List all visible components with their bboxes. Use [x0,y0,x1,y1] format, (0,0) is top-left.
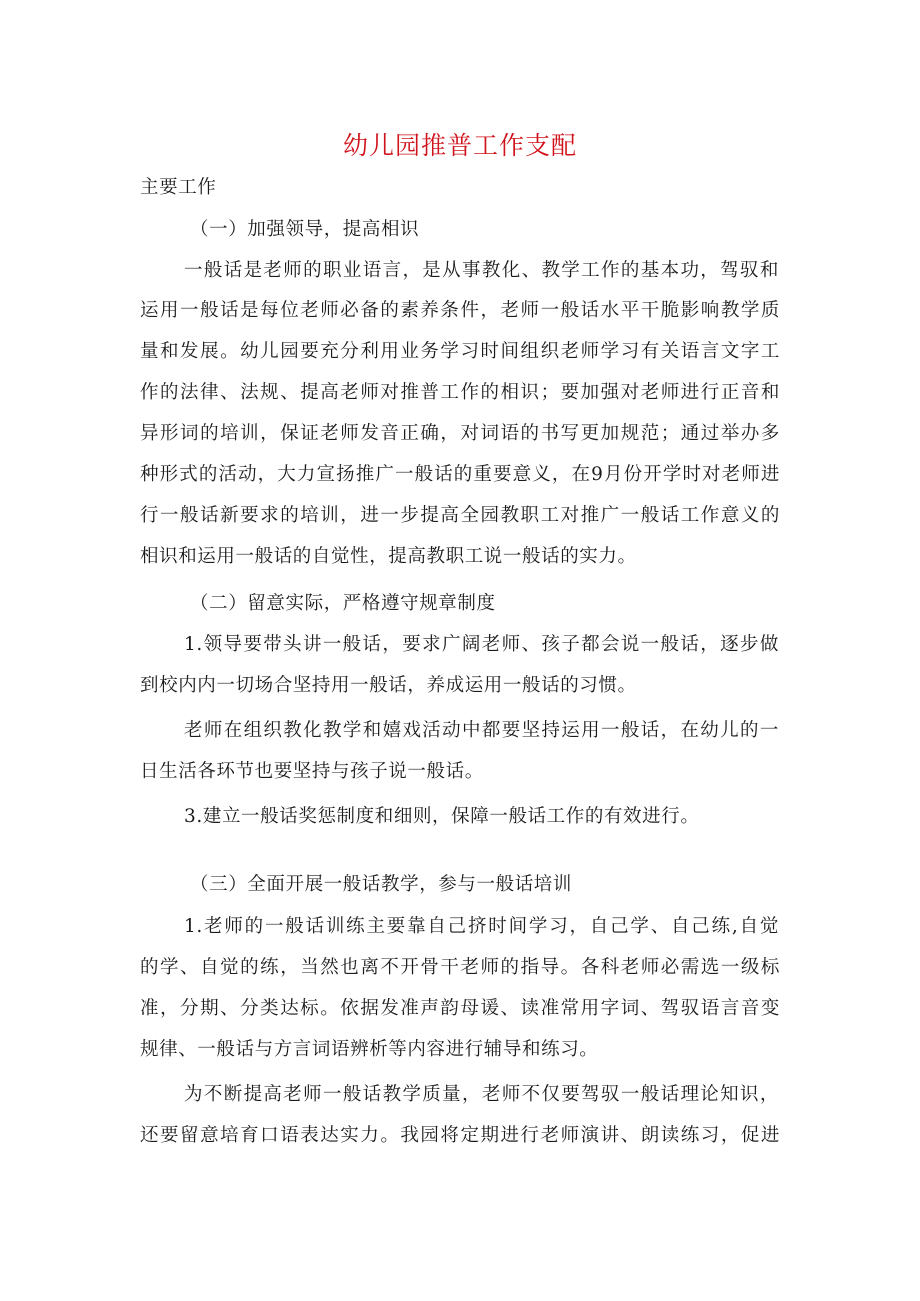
section1-line: 行一般话新要求的培训，进一步提高全园教职工对推广一般话工作意义的 [140,505,780,526]
section1-line: 运用一般话是每位老师必备的素养条件，老师一般话水平干脆影响教学质 [140,300,780,321]
section2-item2-line: 老师在组织教化教学和嬉戏活动中都要坚持运用一般话，在幼儿的一 [184,720,779,741]
section3-item1-line: 规律、一般话与方言词语辨析等内容进行辅导和练习。 [140,1039,599,1060]
section1-heading: （一）加强领导，提高相识 [190,219,420,240]
section2-item1-line: 到校内内一切场合坚持用一般话，养成运用一般话的习惯。 [140,675,637,696]
section1-line: 量和发展。幼儿园要充分利用业务学习时间组织老师学习有关语言文字工 [140,341,780,362]
section2-item1-line: 1.领导要带头讲一般话，要求广阔老师、孩子都会说一般话，逐步做 [184,634,779,655]
section1-line: 作的法律、法规、提高老师对推普工作的相识；要加强对老师进行正音和 [140,382,780,403]
section3-item1-line: 准，分期、分类达标。依据发准声韵母谖、读准常用字词、驾驭语言音变 [140,998,780,1019]
section1-line: 相识和运用一般话的自觉性，提高教职工说一般话的实力。 [140,546,637,567]
section3-heading: （三）全面开展一般话教学，参与一般话培训 [190,874,573,895]
section2-item2-line: 日生活各环节也要坚持与孩子说一般话。 [140,761,484,782]
main-heading: 主要工作 [140,177,217,198]
section3-para2-line: 还要留意培育口语表达实力。我园将定期进行老师演讲、朗读练习，促进 [140,1125,780,1146]
section1-line: 异形词的培训，保证老师发音正确，对词语的书写更加规范；通过举办多 [140,423,780,444]
section2-item3: 3.建立一般话奖惩制度和细则，保障一般话工作的有效进行。 [184,806,700,827]
section3-item1-line: 1.老师的一般话训练主要靠自己挤时间学习，自己学、自己练,自觉 [184,916,779,937]
section3-para2-line: 为不断提高老师一般话教学质量，老师不仅要驾驭一般话理论知识， [184,1084,779,1105]
section1-line: 种形式的活动，大力宣扬推广一般话的重要意义，在9月份开学时对老师进 [140,464,780,485]
section1-line: 一般话是老师的职业语言，是从事教化、教学工作的基本功，驾驭和 [184,260,779,281]
section2-heading: （二）留意实际，严格遵守规章制度 [190,593,496,614]
document-title: 幼儿园推普工作支配 [342,131,577,160]
section3-item1-line: 的学、自觉的练，当然也离不开骨干老师的指导。各科老师必需选一级标 [140,957,780,978]
